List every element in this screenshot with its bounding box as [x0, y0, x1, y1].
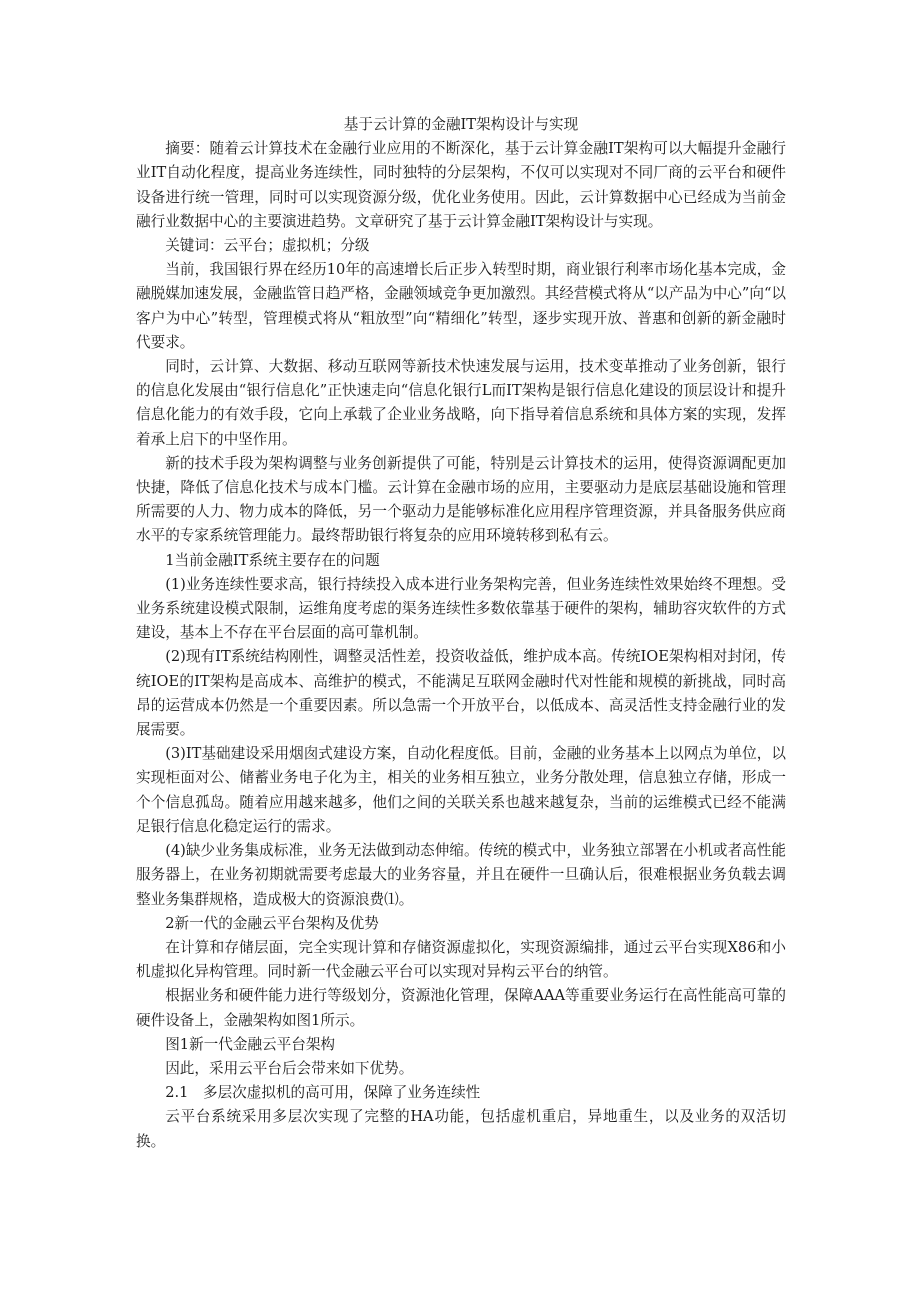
- section-1-item-3: (3)IT基础建设采用烟囱式建设方案，自动化程度低。目前，金融的业务基本上以网点为单位，以实现柜面对公、储蓄业务电子化为主，相关的业务相互独立，业务分散处理，信息独立存储，形成一个个信息孤岛。随着应用越来越多，他们之间的关联关系也越来越复杂，当前的运维模式已经不能满足银行信息化稳定运行的需求。: [136, 745, 786, 835]
- section-2-paragraph-1: 在计算和存储层面，完全实现计算和存储资源虚拟化，实现资源编排，通过云平台实现X86和小机虚拟化异构管理。同时新一代金融云平台可以实现对异构云平台的纳管。: [136, 938, 786, 981]
- section-2-1-paragraph: 云平台系统采用多层次实现了完整的HA功能，包括虚机重启，异地重生，以及业务的双活切换。: [136, 1108, 786, 1150]
- figure-caption: 图1新一代金融云平台架构: [165, 1035, 336, 1053]
- section-1-item-4: (4)缺少业务集成标准，业务无法做到动态伸缩。传统的模式中，业务独立部署在小机或者高性能服务器上，在业务初期就需要考虑最大的业务容量，并且在硬件一旦确认后，很难根据业务负载去调整业务集群规格，造成极大的资源浪费⑴。: [136, 842, 786, 908]
- section-2-paragraph-2: 根据业务和硬件能力进行等级划分，资源池化管理，保障AAA等重要业务运行在高性能高可靠的硬件设备上，金融架构如图1所示。: [136, 987, 786, 1029]
- section-2-1-heading: 2.1 多层次虚拟机的高可用，保障了业务连续性: [165, 1084, 481, 1102]
- abstract-paragraph: 摘要：随着云计算技术在金融行业应用的不断深化，基于云计算金融IT架构可以大幅提升金融行业IT自动化程度，提高业务连续性，同时独特的分层架构，不仅可以实现对不同厂商的云平台和硬件设备进行统一管理，同时可以实现资源分级，优化业务使用。因此，云计算数据中心已经成为当前金融行业数据中心的主要演进趋势。文章研究了基于云计算金融IT架构设计与实现。: [136, 140, 786, 230]
- intro-paragraph-3: 新的技术手段为架构调整与业务创新提供了可能，特别是云计算技术的运用，使得资源调配更加快捷，降低了信息化技术与成本门槛。云计算在金融市场的应用，主要驱动力是底层基础设施和管理所需要的人力、物力成本的降低，另一个驱动力是能够标准化应用程序管理资源，并具备服务供应商水平的专家系统管理能力。最终帮助银行将复杂的应用环境转移到私有云。: [136, 454, 786, 545]
- keywords-line: 关键词：云平台；虚拟机；分级: [165, 237, 370, 255]
- intro-paragraph-1: 当前，我国银行界在经历10年的高速增长后正步入转型时期，商业银行利率市场化基本完成，金融脱媒加速发展，金融监管日趋严格，金融领域竞争更加激烈。其经营模式将从“以产品为中心”向“以客户为中心”转型，管理模式将从“粗放型”向“精细化”转型，逐步实现开放、普惠和创新的新金融时代要求。: [136, 261, 786, 351]
- intro-paragraph-2: 同时，云计算、大数据、移动互联网等新技术快速发展与运用，技术变革推动了业务创新，银行的信息化发展由“银行信息化”正快速走向“信息化银行L而IT架构是银行信息化建设的顶层设计和提升信息化能力的有效手段，它向上承载了企业业务战略，向下指导着信息系统和具体方案的实现，发挥着承上启下的中坚作用。: [136, 358, 786, 448]
- section-2-heading: 2新一代的金融云平台架构及优势: [165, 914, 379, 932]
- advantages-intro: 因此，采用云平台后会带来如下优势。: [165, 1059, 414, 1077]
- section-1-item-2: (2)现有IT系统结构刚性，调整灵活性差，投资收益低，维护成本高。传统IOE架构相对封闭，传统IOE的IT架构是高成本、高维护的模式，不能满足互联网金融时代对性能和规模的新挑战，同时高昂的运营成本仍然是一个重要因素。所以急需一个开放平台，以低成本、高灵活性支持金融行业的发展需要。: [136, 648, 786, 739]
- section-1-heading: 1当前金融IT系统主要存在的问题: [165, 551, 380, 569]
- document-body: [136, 113, 786, 1154]
- section-1-item-1: (1)业务连续性要求高，银行持续投入成本进行业务架构完善，但业务连续性效果始终不理想。受业务系统建设模式限制，运维角度考虑的渠务连续性多数依靠基于硬件的架构，辅助容灾软件的方式建设，基本上不存在平台层面的高可靠机制。: [136, 575, 786, 642]
- document-title: 基于云计算的金融IT架构设计与实现: [343, 116, 579, 133]
